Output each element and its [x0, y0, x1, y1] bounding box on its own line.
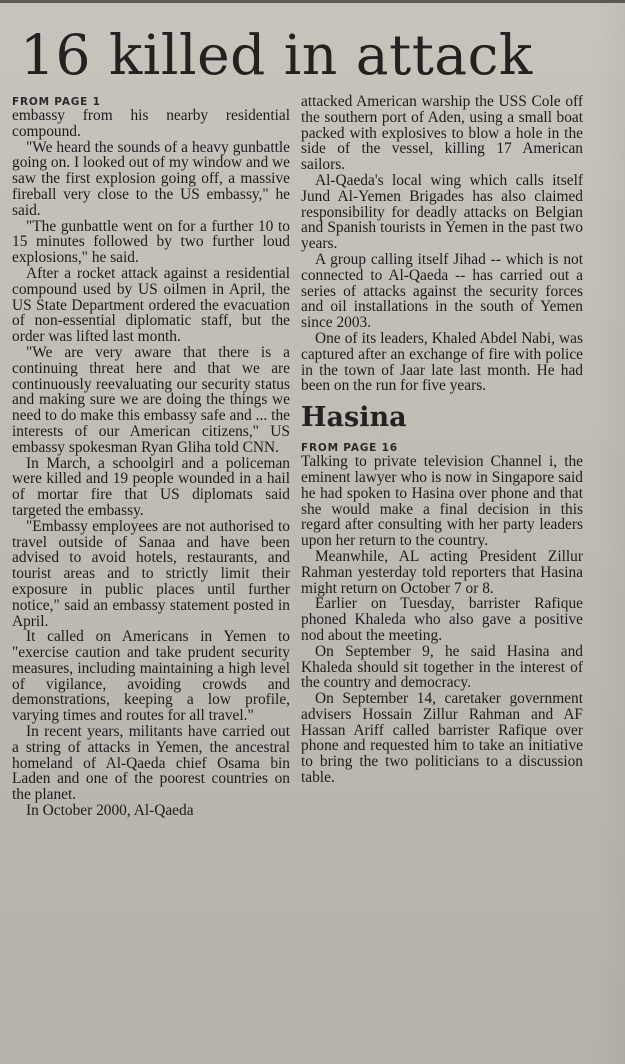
paragraph: On September 9, he said Hasina and Khaleda should sit together in the interest of the country and democracy.	[301, 642, 583, 692]
paragraph: A group calling itself Jihad -- which is not connected to Al-Qaeda -- has carried out a series of attacks against the security forces and oil installations in the south of Yemen since 2003.	[301, 250, 583, 332]
paragraph: After a rocket attack against a residential compound used by US oilmen in April, the US State Department ordered the evacuation of non-essential diplomatic staff, but the order was lifted last month.	[12, 264, 290, 346]
page-reference: FROM PAGE 1	[12, 96, 101, 108]
left-column	[12, 93, 290, 819]
paragraph: embassy from his nearby residential compound.	[12, 107, 290, 140]
paragraph: "We are very aware that there is a continuing threat here and that we are continuously reevaluating our security status and making sure we are doing the things we need to do make this embassy safe and ... the interests of our American citizens," US embassy spokesman Ryan Gliha told CNN.	[12, 343, 290, 456]
paragraph: One of its leaders, Khaled Abdel Nabi, was captured after an exchange of fire with police in the town of Jaar late last month. He had been on the run for five years.	[301, 329, 583, 395]
paragraph: On September 14, caretaker government advisers Hossain Zillur Rahman and AF Hassan Ariff called barrister Rafique over phone and requested him to take an initiative to bring the two politicians to a discussion table.	[301, 690, 583, 787]
page-reference: FROM PAGE 16	[301, 442, 398, 455]
paragraph: Talking to private television Channel i, the eminent lawyer who is now in Singapore said he had spoken to Hasina over phone and that she would make a final decision in this regard after consulting with her party leaders upon her return to the country.	[301, 453, 583, 550]
right-column	[301, 94, 583, 786]
paragraph: In March, a schoolgirl and a policeman were killed and 19 people wounded in a hail of mortar fire that US diplomats said targeted the embassy.	[12, 454, 290, 519]
paragraph: "Embassy employees are not authorised to travel outside of Sanaa and have been advised to avoid hotels, restaurants, and tourist areas and to strictly limit their exposure in public places until further notice," said an embassy statement posted in April.	[12, 517, 290, 630]
paragraph: In recent years, militants have carried out a string of attacks in Yemen, the ancestral homeland of Al-Qaeda chief Osama bin Laden and one of the poorest countries on the planet.	[12, 723, 290, 804]
headline: 16 killed in attack	[20, 23, 533, 87]
paragraph: "We heard the sounds of a heavy gunbattle going on. I looked out of my window and we saw the first explosion going off, a massive fireball very close to the US embassy," he said.	[12, 138, 290, 219]
paragraph: Meanwhile, AL acting President Zillur Rahman yesterday told reporters that Hasina might return on October 7 or 8.	[301, 547, 583, 597]
paragraph: In October 2000, Al-Qaeda	[26, 802, 194, 820]
paragraph: Al-Qaeda's local wing which calls itself Jund Al-Yemen Brigades has also claimed responsibility for deadly attacks on Belgian and Spanish tourists in Yemen in the past two years.	[301, 171, 583, 253]
subheadline: Hasina	[301, 402, 407, 434]
top-rule	[0, 0, 625, 3]
paragraph: Earlier on Tuesday, barrister Rafique phoned Khaleda who also gave a positive nod about the meeting.	[301, 595, 583, 644]
paragraph: "The gunbattle went on for a further 10 to 15 minutes followed by two further loud explosions," he said.	[12, 217, 290, 267]
paragraph: It called on Americans in Yemen to "exercise caution and take prudent security measures, including maintaining a high level of vigilance, avoiding crowds and demonstrations, keeping a low profile, varying times and routes for all travel."	[12, 628, 290, 725]
paragraph: attacked American warship the USS Cole off the southern port of Aden, using a small boat packed with explosives to blow a hole in the side of the vessel, killing 17 American sailors.	[301, 93, 583, 174]
paper-shading	[595, 0, 625, 1064]
